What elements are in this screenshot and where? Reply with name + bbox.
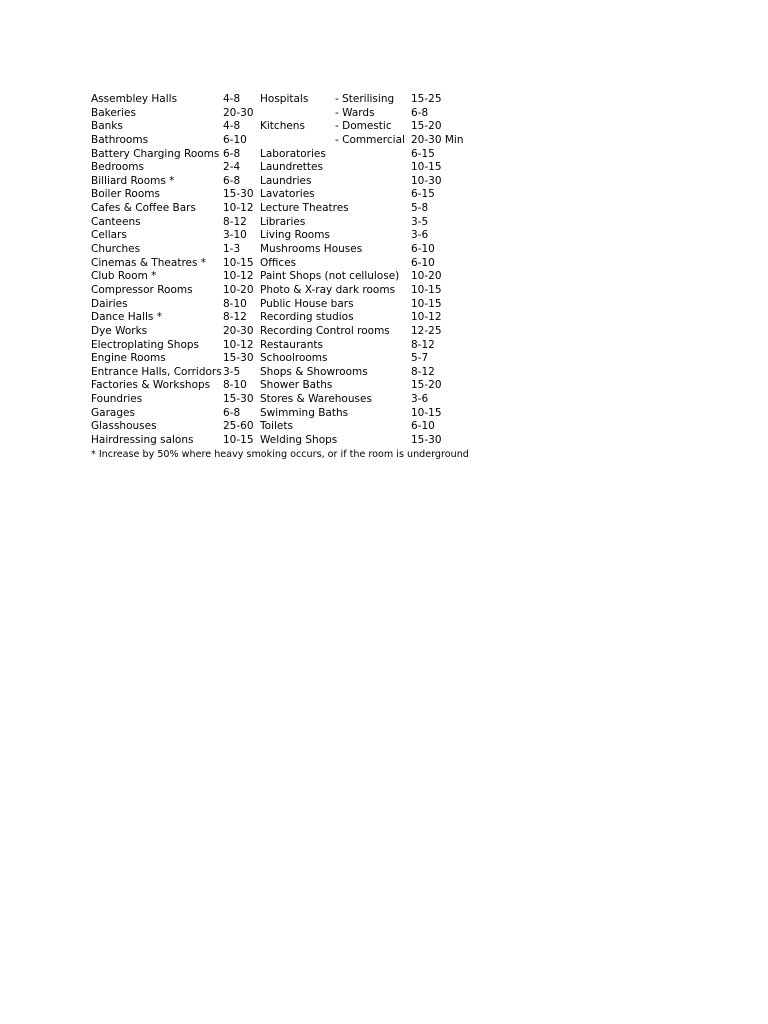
air-change-range: 8-10 <box>223 297 247 310</box>
table-row <box>91 393 469 407</box>
table-row <box>91 379 469 393</box>
room-name: Bathrooms <box>91 133 149 146</box>
table-body <box>91 93 469 448</box>
air-change-range: 10-15 <box>411 297 442 310</box>
room-name: Restaurants <box>260 338 323 351</box>
air-change-range: 3-5 <box>411 215 429 228</box>
table-row <box>91 298 469 312</box>
air-change-range: 25-60 <box>223 420 254 433</box>
air-change-range: 5-8 <box>411 202 429 215</box>
room-name: Laundries <box>260 174 312 187</box>
air-change-range: 10-20 <box>223 283 254 296</box>
air-change-range: 3-5 <box>223 365 241 378</box>
room-name: Living Rooms <box>260 229 330 242</box>
air-change-range: 15-20 <box>411 379 442 392</box>
air-change-range: 10-12 <box>223 202 254 215</box>
room-subtype: - Commercial <box>335 133 405 146</box>
table-row <box>91 434 469 448</box>
room-name: Paint Shops (not cellulose) <box>260 270 400 283</box>
room-name: Dairies <box>91 297 128 310</box>
air-change-range: 8-12 <box>223 311 247 324</box>
air-change-range: 12-25 <box>411 324 442 337</box>
room-name: Bedrooms <box>91 161 144 174</box>
room-name: Offices <box>260 256 297 269</box>
room-name: Libraries <box>260 215 306 228</box>
table-row <box>91 311 469 325</box>
room-name: Dye Works <box>91 324 148 337</box>
room-name: Glasshouses <box>91 420 157 433</box>
room-name: Dance Halls * <box>91 311 162 324</box>
room-name: Battery Charging Rooms <box>91 147 220 160</box>
room-subtype: - Sterilising <box>335 93 395 105</box>
air-change-range: 20-30 <box>223 106 254 119</box>
air-change-range: 6-15 <box>411 188 435 201</box>
table-row <box>91 366 469 380</box>
room-name: Cinemas & Theatres * <box>91 256 207 269</box>
room-name: Cellars <box>91 229 127 242</box>
air-change-range: 6-10 <box>411 256 435 269</box>
room-name: Churches <box>91 243 141 256</box>
air-change-range: 15-20 <box>411 120 442 133</box>
air-change-range: 10-12 <box>223 338 254 351</box>
table-row <box>91 339 469 353</box>
air-change-range: 2-4 <box>223 161 241 174</box>
table-row <box>91 407 469 421</box>
table-row <box>91 202 469 216</box>
room-name: Cafes & Coffee Bars <box>91 202 196 215</box>
table-row <box>91 284 469 298</box>
air-change-range: 8-12 <box>411 365 435 378</box>
room-name: Laboratories <box>260 147 326 160</box>
room-name: Recording studios <box>260 311 354 324</box>
air-change-range: 6-10 <box>411 243 435 256</box>
air-change-range: 15-30 <box>411 434 442 447</box>
room-name: Factories & Workshops <box>91 379 211 392</box>
room-subtype: - Domestic <box>335 120 392 133</box>
room-name: Engine Rooms <box>91 352 166 365</box>
table-row <box>91 161 469 175</box>
table-row <box>91 352 469 366</box>
air-change-range: 3-6 <box>411 393 429 406</box>
room-name: Lecture Theatres <box>260 202 349 215</box>
air-change-range: 10-30 <box>411 174 442 187</box>
air-change-range: 10-15 <box>223 256 254 269</box>
air-change-range: 10-15 <box>411 283 442 296</box>
air-change-range: 6-8 <box>223 174 241 187</box>
room-name: Shower Baths <box>260 379 333 392</box>
table-row <box>91 270 469 284</box>
table-row <box>91 148 469 162</box>
room-name: Billiard Rooms * <box>91 174 175 187</box>
table-row <box>91 325 469 339</box>
air-change-range: 3-10 <box>223 229 247 242</box>
table-row <box>91 107 469 121</box>
air-change-range: 5-7 <box>411 352 429 365</box>
table-row <box>91 175 469 189</box>
air-change-range: 6-15 <box>411 147 435 160</box>
room-name: Electroplating Shops <box>91 338 199 351</box>
footnote: * Increase by 50% where heavy smoking occurs, or if the room is underground <box>91 448 469 460</box>
room-name: Swimming Baths <box>260 406 349 419</box>
table-row <box>91 257 469 271</box>
table-row <box>91 420 469 434</box>
air-change-range: 15-30 <box>223 393 254 406</box>
room-name: Garages <box>91 406 135 419</box>
room-name: Assembley Halls <box>91 93 178 105</box>
room-name: Recording Control rooms <box>260 324 390 337</box>
air-change-range: 10-12 <box>223 270 254 283</box>
room-name: Boiler Rooms <box>91 188 160 201</box>
air-change-range: 3-6 <box>411 229 429 242</box>
room-name: Banks <box>91 120 123 133</box>
table-row <box>91 134 469 148</box>
air-change-range: 6-8 <box>223 406 241 419</box>
air-change-range: 10-15 <box>223 434 254 447</box>
room-name: Photo & X-ray dark rooms <box>260 283 396 296</box>
table-row <box>91 120 469 134</box>
room-subtype: - Wards <box>335 106 375 119</box>
air-change-range: 6-8 <box>223 147 241 160</box>
room-name: Toilets <box>260 420 293 433</box>
air-change-range: 20-30 Min <box>411 133 464 146</box>
air-change-range: 4-8 <box>223 93 241 105</box>
room-name: Canteens <box>91 215 141 228</box>
table-row <box>91 216 469 230</box>
room-name: Welding Shops <box>260 434 338 447</box>
ventilation-table <box>91 93 469 461</box>
air-change-range: 10-15 <box>411 161 442 174</box>
room-name: Kitchens <box>260 120 305 133</box>
room-name: Club Room * <box>91 270 157 283</box>
room-name: Lavatories <box>260 188 315 201</box>
room-name: Foundries <box>91 393 143 406</box>
air-change-range: 10-20 <box>411 270 442 283</box>
air-change-range: 8-12 <box>223 215 247 228</box>
room-name: Stores & Warehouses <box>260 393 372 406</box>
air-change-range: 6-10 <box>411 420 435 433</box>
air-change-range: 8-12 <box>411 338 435 351</box>
air-change-range: 1-3 <box>223 243 241 256</box>
air-change-range: 6-10 <box>223 133 247 146</box>
air-change-range: 10-12 <box>411 311 442 324</box>
room-name: Hairdressing salons <box>91 434 194 447</box>
room-name: Public House bars <box>260 297 354 310</box>
air-change-range: 6-8 <box>411 106 429 119</box>
room-name: Hospitals <box>260 93 309 105</box>
room-name: Entrance Halls, Corridors <box>91 365 222 378</box>
room-name: Bakeries <box>91 106 136 119</box>
table-row <box>91 93 469 107</box>
room-name: Laundrettes <box>260 161 323 174</box>
air-change-range: 10-15 <box>411 406 442 419</box>
air-change-range: 4-8 <box>223 120 241 133</box>
air-change-range: 15-30 <box>223 352 254 365</box>
room-name: Compressor Rooms <box>91 283 193 296</box>
air-change-range: 15-25 <box>411 93 442 105</box>
air-change-range: 8-10 <box>223 379 247 392</box>
air-change-range: 20-30 <box>223 324 254 337</box>
table-row <box>91 188 469 202</box>
room-name: Mushrooms Houses <box>260 243 363 256</box>
table-row <box>91 243 469 257</box>
room-name: Shops & Showrooms <box>260 365 368 378</box>
table-row <box>91 229 469 243</box>
air-change-range: 15-30 <box>223 188 254 201</box>
room-name: Schoolrooms <box>260 352 328 365</box>
